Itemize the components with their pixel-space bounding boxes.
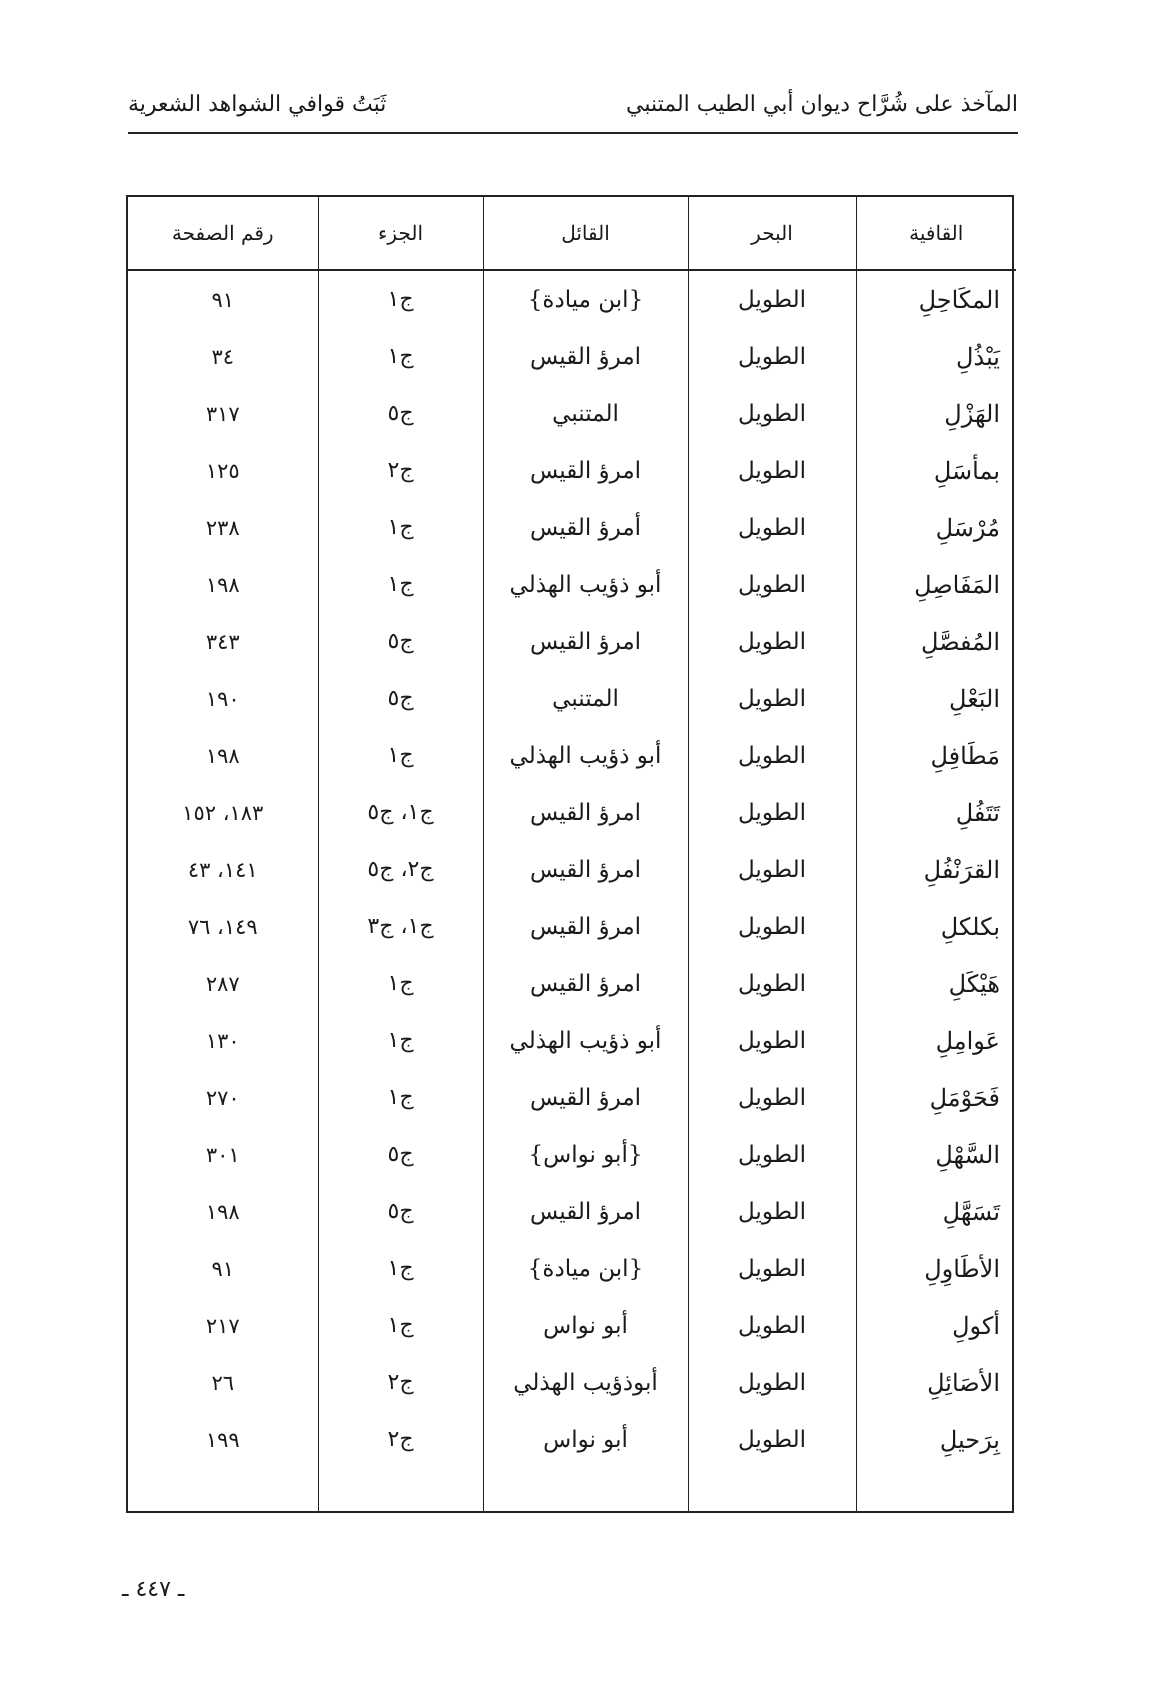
cell-page: ٢٧٠ xyxy=(205,1085,240,1110)
table-row xyxy=(128,841,1016,898)
cell-poet: امرؤ القيس xyxy=(483,1069,688,1126)
cell-poet: امرؤ القيس xyxy=(483,613,688,670)
cell-meter: الطويل xyxy=(688,727,856,784)
table-row xyxy=(128,1069,1016,1126)
book-title: المآخذ على شُرَّاح ديوان أبي الطيب المتنبي xyxy=(626,92,1018,117)
cell-part: ج٥ xyxy=(318,670,483,727)
table-row xyxy=(128,670,1016,727)
cell-meter: الطويل xyxy=(688,328,856,385)
table-row xyxy=(128,613,1016,670)
cell-page: ٩١ xyxy=(211,1256,235,1281)
cell-poet: امرؤ القيس xyxy=(483,955,688,1012)
cell-part: ج١، ج٥ xyxy=(318,784,483,841)
cell-page: ١٩٨ xyxy=(205,572,240,597)
cell-page: ٢٦ xyxy=(211,1370,235,1395)
cell-part: ج٥ xyxy=(318,1126,483,1183)
cell-page: ١٤١، ٤٣ xyxy=(187,857,258,882)
cell-page: ١٨٣، ١٥٢ xyxy=(182,800,264,825)
table-row xyxy=(128,784,1016,841)
cell-rhyme: تَتَفُلِ xyxy=(856,784,1016,841)
cell-poet: امرؤ القيس xyxy=(483,784,688,841)
page-number: ـ ٤٤٧ ـ xyxy=(122,1577,185,1602)
table-body xyxy=(128,270,1016,1511)
cell-rhyme: السَّهْلِ xyxy=(856,1126,1016,1183)
cell-rhyme: المَفَاصِلِ xyxy=(856,556,1016,613)
cell-rhyme: فَحَوْمَلِ xyxy=(856,1069,1016,1126)
table-row xyxy=(128,270,1016,328)
cell-part: ج١ xyxy=(318,1069,483,1126)
cell-page: ٢٣٨ xyxy=(205,515,240,540)
table-row xyxy=(128,1012,1016,1069)
cell-rhyme: مُرْسَلِ xyxy=(856,499,1016,556)
cell-meter: الطويل xyxy=(688,270,856,328)
cell-rhyme: يَبْذُلِ xyxy=(856,328,1016,385)
cell-rhyme: مَطَافِلِ xyxy=(856,727,1016,784)
cell-poet: امرؤ القيس xyxy=(483,1183,688,1240)
cell-rhyme: المُفصَّلِ xyxy=(856,613,1016,670)
table-row xyxy=(128,328,1016,385)
cell-part: ج١ xyxy=(318,1240,483,1297)
cell-meter: الطويل xyxy=(688,841,856,898)
cell-poet: امرؤ القيس xyxy=(483,841,688,898)
cell-meter: الطويل xyxy=(688,385,856,442)
cell-part: ج١ xyxy=(318,955,483,1012)
column-header-meter: البحر xyxy=(688,197,856,270)
table-row xyxy=(128,1411,1016,1468)
cell-part: ج٥ xyxy=(318,613,483,670)
cell-meter: الطويل xyxy=(688,1297,856,1354)
cell-rhyme: الأطَاوِلِ xyxy=(856,1240,1016,1297)
cell-part: ج١ xyxy=(318,1012,483,1069)
column-header-page: رقم الصفحة xyxy=(128,197,318,270)
cell-page: ١٣٠ xyxy=(205,1028,240,1053)
cell-rhyme: بمأسَلِ xyxy=(856,442,1016,499)
cell-poet: أبو ذؤيب الهذلي xyxy=(483,1012,688,1069)
cell-poet: أبو ذؤيب الهذلي xyxy=(483,727,688,784)
cell-part: ج٢ xyxy=(318,1411,483,1468)
cell-poet: أبو نواس xyxy=(483,1297,688,1354)
cell-poet: {أبو نواس} xyxy=(483,1126,688,1183)
cell-poet: {ابن ميادة} xyxy=(483,270,688,328)
cell-rhyme: بكلكلِ xyxy=(856,898,1016,955)
table-row xyxy=(128,1240,1016,1297)
cell-poet: أبو ذؤيب الهذلي xyxy=(483,556,688,613)
cell-rhyme: المكَاحِلِ xyxy=(856,270,1016,328)
cell-poet: أبوذؤيب الهذلي xyxy=(483,1354,688,1411)
cell-meter: الطويل xyxy=(688,898,856,955)
cell-poet: امرؤ القيس xyxy=(483,328,688,385)
table-row xyxy=(128,1126,1016,1183)
table-row xyxy=(128,1297,1016,1354)
cell-meter: الطويل xyxy=(688,670,856,727)
cell-poet: أمرؤ القيس xyxy=(483,499,688,556)
cell-page: ٣١٧ xyxy=(205,401,240,426)
cell-rhyme: هَيْكَلِ xyxy=(856,955,1016,1012)
cell-part: ج٢ xyxy=(318,1354,483,1411)
cell-meter: الطويل xyxy=(688,442,856,499)
column-header-part: الجزء xyxy=(318,197,483,270)
cell-meter: الطويل xyxy=(688,1183,856,1240)
cell-page: ١٩٠ xyxy=(205,686,240,711)
spacer-cell xyxy=(856,1468,1016,1511)
cell-poet: امرؤ القيس xyxy=(483,898,688,955)
cell-part: ج١، ج٣ xyxy=(318,898,483,955)
cell-meter: الطويل xyxy=(688,1240,856,1297)
cell-rhyme: تَسَهَّلِ xyxy=(856,1183,1016,1240)
cell-meter: الطويل xyxy=(688,1411,856,1468)
cell-page: ١٤٩، ٧٦ xyxy=(187,914,258,939)
spacer-cell xyxy=(688,1468,856,1511)
table-row xyxy=(128,727,1016,784)
cell-meter: الطويل xyxy=(688,1126,856,1183)
cell-rhyme: أكولِ xyxy=(856,1297,1016,1354)
cell-page: ١٩٩ xyxy=(205,1427,240,1452)
table-row xyxy=(128,385,1016,442)
cell-page: ٣٤٣ xyxy=(205,629,240,654)
cell-rhyme: الهَزْلِ xyxy=(856,385,1016,442)
cell-part: ج١ xyxy=(318,727,483,784)
cell-poet: المتنبي xyxy=(483,670,688,727)
cell-part: ج١ xyxy=(318,499,483,556)
cell-meter: الطويل xyxy=(688,613,856,670)
spacer-cell xyxy=(318,1468,483,1511)
cell-meter: الطويل xyxy=(688,784,856,841)
cell-part: ج١ xyxy=(318,328,483,385)
spacer-cell xyxy=(483,1468,688,1511)
table-header-row xyxy=(128,197,1016,270)
cell-part: ج١ xyxy=(318,1297,483,1354)
cell-page: ٩١ xyxy=(211,287,235,312)
cell-part: ج٥ xyxy=(318,385,483,442)
cell-rhyme: الأصَائِلِ xyxy=(856,1354,1016,1411)
column-header-rhyme: القافية xyxy=(856,197,1016,270)
table-row xyxy=(128,556,1016,613)
cell-part: ج٥ xyxy=(318,1183,483,1240)
cell-page: ١٩٨ xyxy=(205,1199,240,1224)
cell-meter: الطويل xyxy=(688,499,856,556)
spacer-cell xyxy=(128,1468,318,1511)
section-title: ثَبَتُ قوافي الشواهد الشعرية xyxy=(128,92,387,117)
cell-meter: الطويل xyxy=(688,1069,856,1126)
cell-rhyme: البَعْلِ xyxy=(856,670,1016,727)
cell-meter: الطويل xyxy=(688,1354,856,1411)
cell-part: ج٢، ج٥ xyxy=(318,841,483,898)
table-row xyxy=(128,499,1016,556)
cell-part: ج١ xyxy=(318,270,483,328)
cell-poet: امرؤ القيس xyxy=(483,442,688,499)
cell-page: ١٩٨ xyxy=(205,743,240,768)
cell-rhyme: عَوامِلِ xyxy=(856,1012,1016,1069)
cell-page: ١٢٥ xyxy=(205,458,240,483)
table-row xyxy=(128,442,1016,499)
table-row xyxy=(128,955,1016,1012)
cell-meter: الطويل xyxy=(688,556,856,613)
cell-part: ج١ xyxy=(318,556,483,613)
cell-page: ٢١٧ xyxy=(205,1313,240,1338)
table-row xyxy=(128,1354,1016,1411)
table-row xyxy=(128,1183,1016,1240)
rhyme-index-table xyxy=(128,197,1016,1511)
table-row xyxy=(128,898,1016,955)
cell-page: ٣٤ xyxy=(211,344,235,369)
cell-poet: المتنبي xyxy=(483,385,688,442)
cell-rhyme: بِرَحيلِ xyxy=(856,1411,1016,1468)
cell-meter: الطويل xyxy=(688,1012,856,1069)
cell-rhyme: القرَنْفُلِ xyxy=(856,841,1016,898)
cell-poet: أبو نواس xyxy=(483,1411,688,1468)
rhyme-index-table-frame xyxy=(126,195,1014,1513)
cell-page: ٢٨٧ xyxy=(205,971,240,996)
cell-poet: {ابن ميادة} xyxy=(483,1240,688,1297)
column-header-poet: القائل xyxy=(483,197,688,270)
cell-part: ج٢ xyxy=(318,442,483,499)
table-spacer-row xyxy=(128,1468,1016,1511)
running-head xyxy=(128,92,1018,134)
cell-meter: الطويل xyxy=(688,955,856,1012)
cell-page: ٣٠١ xyxy=(205,1142,240,1167)
